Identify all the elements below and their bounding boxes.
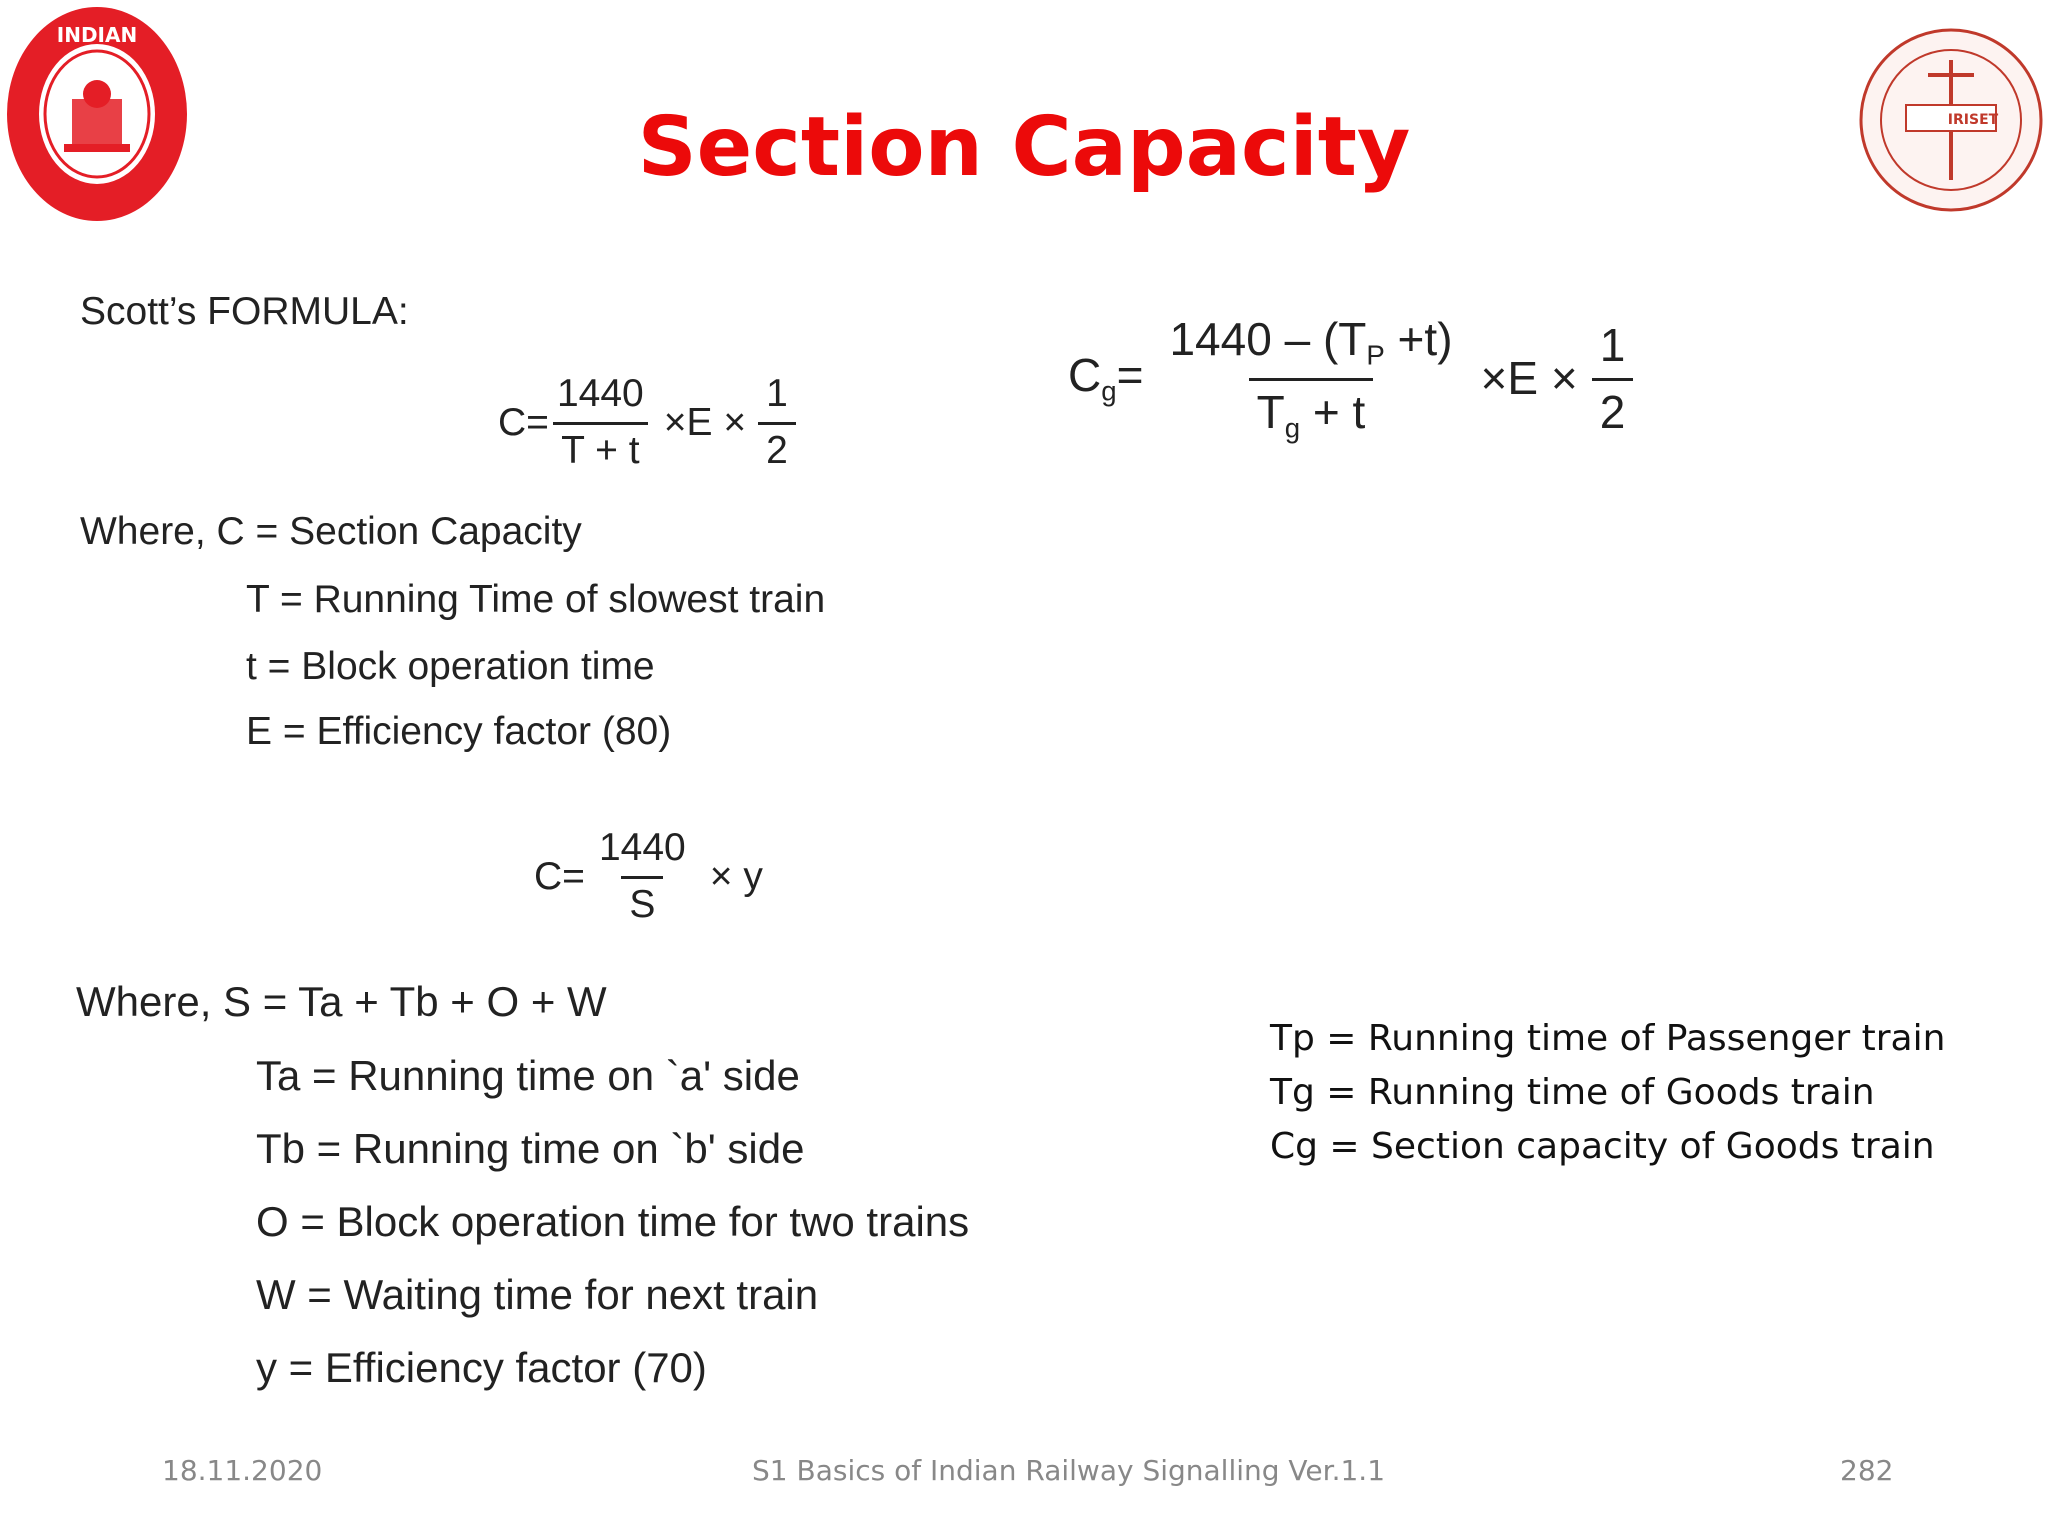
capacity-formula (534, 826, 763, 927)
goods-lhs: $C_g=$ (1068, 349, 1144, 407)
goods-half-denominator: 2 (1592, 378, 1634, 439)
goods-fraction (1161, 312, 1460, 444)
formula-denominator: T + t (553, 422, 647, 473)
formula2-denominator: S (621, 876, 663, 927)
svg-text:IRISET: IRISET (1947, 112, 1999, 128)
scott-formula (498, 372, 796, 473)
footer-course: S1 Basics of Indian Railway Signalling Ver.1.1 (752, 1454, 1386, 1487)
definition-t: T = Running Time of slowest train (246, 578, 826, 621)
definition-tb: Tb = Running time on `b' side (256, 1125, 805, 1172)
definition-ta: Ta = Running time on `a' side (256, 1052, 800, 1099)
where-s-line: Where, S = Ta + Tb + O + W (76, 978, 607, 1025)
svg-text:INDIAN: INDIAN (56, 23, 138, 47)
half-numerator: 1 (766, 372, 788, 415)
goods-multiplier: ×E × (1480, 352, 1578, 405)
formula2-multiplier: × y (709, 854, 763, 898)
goods-half-fraction (1592, 318, 1634, 439)
goods-numerator: $1440 - (T_P +t)$ (1169, 313, 1453, 371)
definition-e: E = Efficiency factor (80) (246, 710, 672, 753)
formula-fraction (549, 372, 652, 473)
definition-small-t: t = Block operation time (246, 645, 655, 688)
definition-y: y = Efficiency factor (70) (256, 1344, 707, 1391)
definition-w: W = Waiting time for next train (256, 1271, 819, 1318)
footer-date: 18.11.2020 (162, 1454, 323, 1487)
goods-half-numerator: 1 (1599, 318, 1626, 371)
where-c-line: Where, C = Section Capacity (80, 510, 582, 553)
half-denominator: 2 (758, 422, 796, 473)
slide-title: Section Capacity (637, 100, 1411, 195)
formula2-lhs: C= (534, 854, 585, 898)
footer-page-number: 282 (1840, 1454, 1894, 1487)
formula2-numerator: 1440 (598, 826, 686, 869)
legend-cg: Cg = Section capacity of Goods train (1270, 1126, 1935, 1167)
formula-multiplier: ×E × (663, 400, 747, 444)
goods-denominator: $T_g + t$ (1249, 378, 1374, 445)
goods-formula (1068, 312, 1633, 444)
formula2-fraction (591, 826, 694, 927)
half-fraction (758, 372, 796, 473)
formula-lhs: C= (498, 400, 549, 444)
formula-heading: Scott’s FORMULA: (80, 290, 409, 333)
definition-o: O = Block operation time for two trains (256, 1198, 970, 1245)
formula-numerator: 1440 (556, 372, 644, 415)
legend-tp: Tp = Running time of Passenger train (1270, 1018, 1946, 1059)
legend-tg: Tg = Running time of Goods train (1270, 1072, 1875, 1113)
